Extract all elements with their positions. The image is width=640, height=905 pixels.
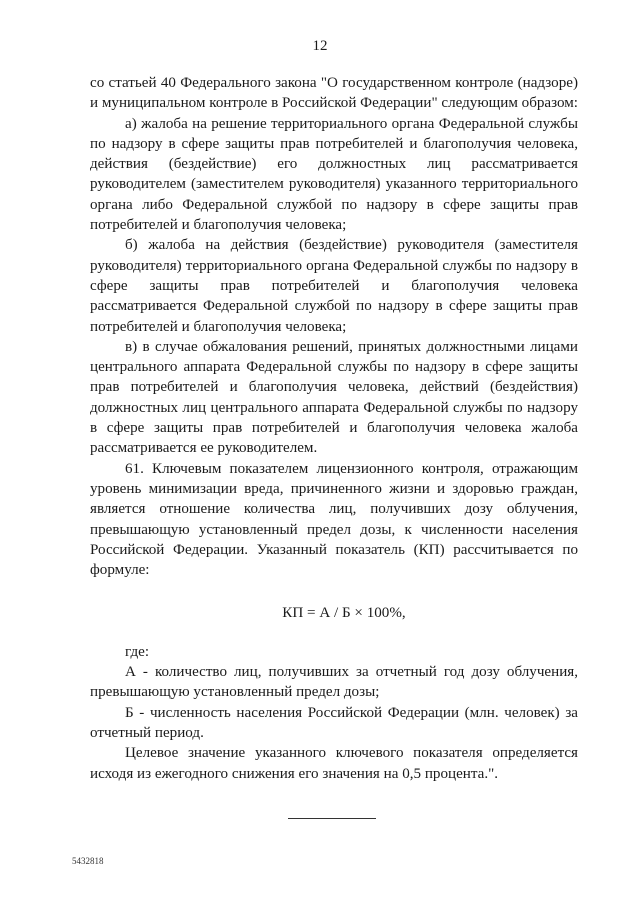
formula: КП = А / Б × 100%, (282, 605, 406, 622)
where-label: где: (125, 643, 150, 660)
paragraph-item-v: в) в случае обжалования решений, принятых должностными лицами центрального аппарата Федеральной службы по надзору в сфере защиты прав потребителей и благополучия человека, действий (бездействия) должностных лиц центрального аппарата Федеральной службы по надзору в сфере защиты прав потребителей и благополучия человека жалоба рассматривается ее руководителем. (90, 338, 578, 457)
definition-a: А - количество лиц, получивших за отчетный год дозу облучения, превышающую установленный предел дозы; (90, 664, 578, 701)
paragraph-closing: Целевое значение указанного ключевого показателя определяется исходя из ежегодного снижения его значения на 0,5 процента.". (90, 745, 578, 782)
paragraph-item-a: а) жалоба на решение территориального органа Федеральной службы по надзору в сфере защиты прав потребителей и благополучия человека, действия (бездействие) его должностных лиц рассматривается руководителем (заместителем руководителя) указанного территориального органа либо Федеральной службой по надзору в сфере защиты прав потребителей и благополучия человека; (90, 115, 578, 234)
document-code: 5432818 (72, 856, 104, 866)
definition-b: Б - численность населения Российской Федерации (млн. человек) за отчетный период. (90, 704, 578, 741)
page-number: 12 (312, 38, 328, 54)
document-body (90, 73, 578, 784)
paragraph-item-b: б) жалоба на действия (бездействие) руководителя (заместителя руководителя) территориального органа Федеральной службы по надзору в сфере защиты прав потребителей и благополучия человека рассматривается Федеральной службой по надзору в сфере защиты прав потребителей и благополучия человека; (90, 237, 578, 335)
paragraph-61: 61. Ключевым показателем лицензионного контроля, отражающим уровень минимизации вреда, причиненного жизни и здоровью граждан, является отношение количества лиц, получивших дозу облучения, превышающую установленный предел дозы, к численности населения Российской Федерации. Указанный показатель (КП) рассчитывается по формуле: (90, 460, 578, 579)
paragraph-intro: со статьей 40 Федерального закона "О государственном контроле (надзоре) и муниципальном контроле в Российской Федерации" следующим образом: (90, 75, 579, 112)
end-divider (288, 818, 376, 819)
